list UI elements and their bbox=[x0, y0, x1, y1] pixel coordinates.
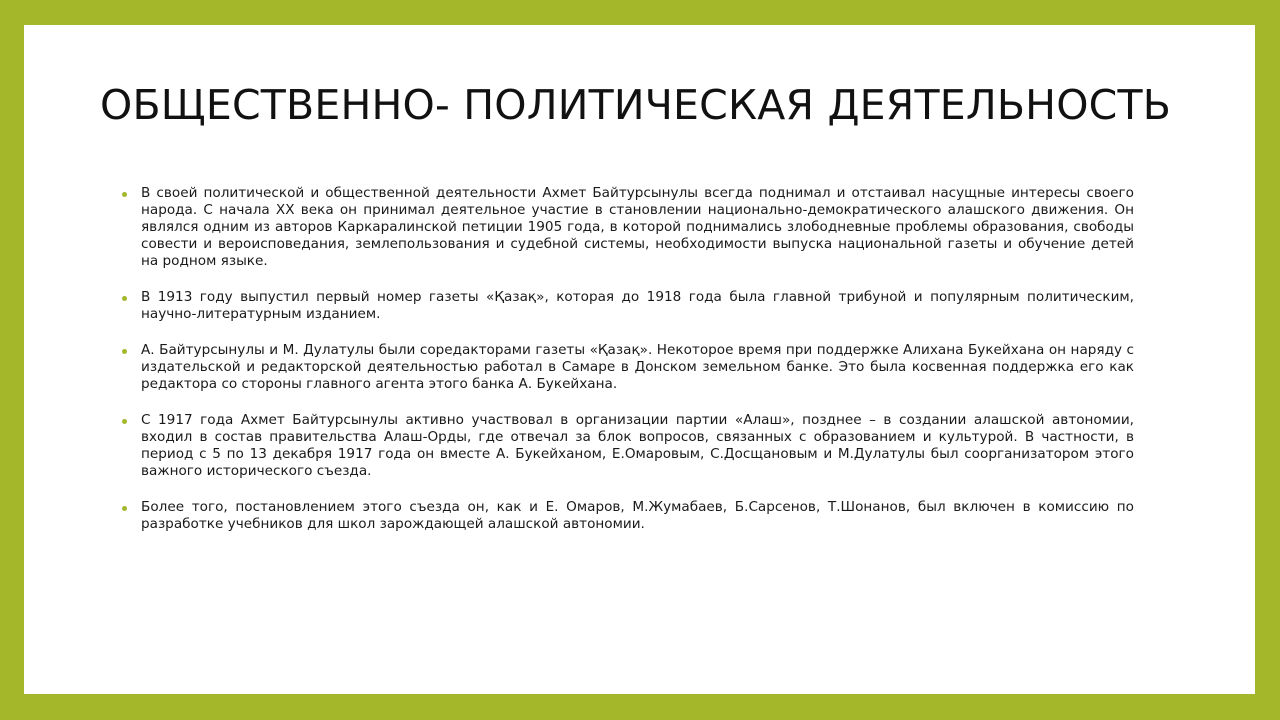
list-item bbox=[120, 499, 1134, 533]
list-item bbox=[120, 342, 1134, 393]
list-item bbox=[120, 185, 1134, 270]
paragraph-text: А. Байтурсынулы и М. Дулатулы были соредакторами газеты «Қазақ». Некоторое время при поддержке Алихана Букейхана он наряду с издательской и редакторской деятельностью работал в Самаре в Донском земельном банке. Это была косвенная поддержка его как редактора со стороны главного агента этого банка А. Букейхана. bbox=[141, 342, 1134, 392]
list-item bbox=[120, 289, 1134, 323]
list-item bbox=[120, 412, 1134, 480]
paragraph-text: Более того, постановлением этого съезда он, как и Е. Омаров, М.Жумабаев, Б.Сарсенов, Т.Шонанов, был включен в комиссию по разработке учебников для школ зарождающей алашской автономии. bbox=[141, 499, 1134, 532]
bullet-dot-icon bbox=[122, 192, 127, 197]
paragraph-text: В своей политической и общественной деятельности Ахмет Байтурсынулы всегда поднимал и отстаивал насущные интересы своего народа. С начала XX века он принимал деятельное участие в становлении национально-демократического алашского движения. Он являлся одним из авторов Каркаралинской петиции 1905 года, в которой поднимались злободневные проблемы образования, свободы совести и вероисповедания, землепользования и судебной системы, необходимости выпуска национальной газеты и обучение детей на родном языке. bbox=[141, 185, 1134, 269]
paragraph-text: С 1917 года Ахмет Байтурсынулы активно участвовал в организации партии «Алаш», позднее – в создании алашской автономии, входил в состав правительства Алаш-Орды, где отвечал за блок вопросов, связанных с образованием и культурой. В частности, в период с 5 по 13 декабря 1917 года он вместе А. Букейханом, Е.Омаровым, С.Досщановым и М.Дулатулы был соорганизатором этого важного исторического съезда. bbox=[141, 412, 1134, 479]
bullet-dot-icon bbox=[122, 296, 127, 301]
slide bbox=[24, 25, 1255, 694]
slide-title: ОБЩЕСТВЕННО- ПОЛИТИЧЕСКАЯ ДЕЯТЕЛЬНОСТЬ bbox=[100, 81, 1172, 129]
bullet-list bbox=[120, 185, 1134, 552]
bullet-dot-icon bbox=[122, 506, 127, 511]
paragraph-text: В 1913 году выпустил первый номер газеты «Қазақ», которая до 1918 года была главной трибуной и популярным политическим, научно-литературным изданием. bbox=[141, 289, 1134, 322]
bullet-dot-icon bbox=[122, 349, 127, 354]
bullet-dot-icon bbox=[122, 419, 127, 424]
